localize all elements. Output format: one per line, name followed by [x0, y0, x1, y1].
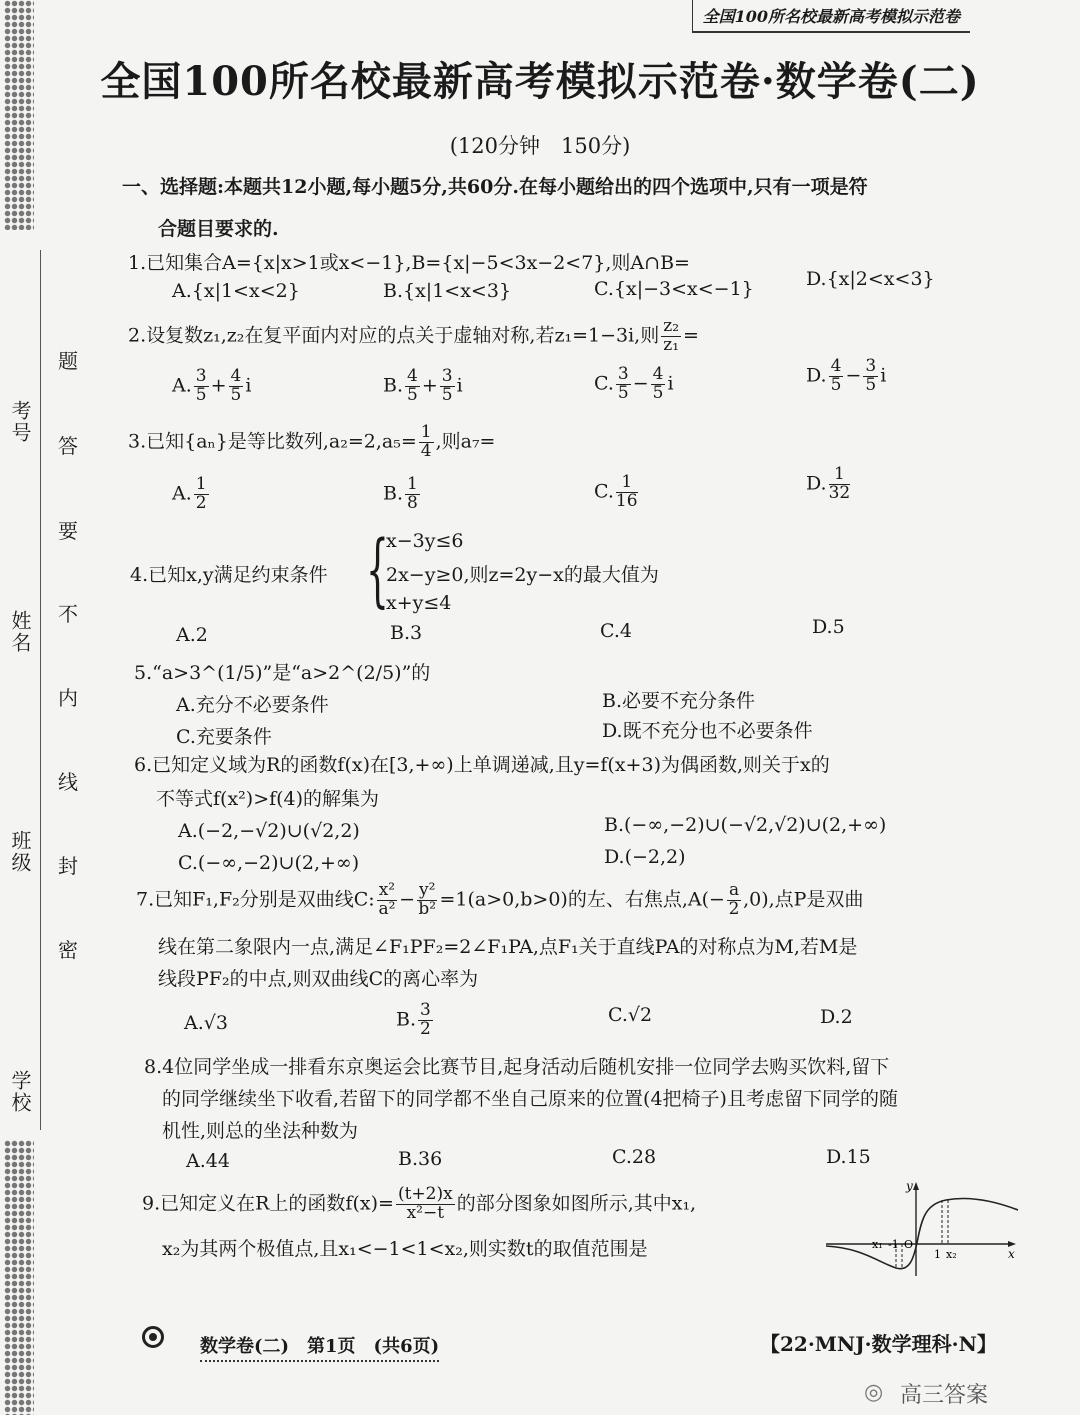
q4-option-b: B.3 — [390, 622, 423, 644]
q4-option-d: D.5 — [812, 616, 845, 638]
punch-holes-bottom — [4, 1140, 34, 1415]
q1-stem: 1.已知集合A={x|x>1或x<−1},B={x|−5<3x−2<7},则A∩B= — [128, 252, 690, 274]
fraction: $\frac{\text{x²}}{\text{a²}}$ — [378, 880, 396, 919]
q2-option-c: C. $\frac{3}{5}$ − $\frac{4}{5}$ i — [594, 364, 674, 403]
q8-option-d: D.15 — [826, 1146, 871, 1168]
q1-option-c: C.{x|−3<x<−1} — [594, 278, 754, 300]
q4-option-a: A.2 — [176, 624, 208, 646]
q6-option-c: C.(−∞,−2)∪(2,+∞) — [178, 852, 360, 874]
origin-label: O — [904, 1238, 914, 1251]
q1-option-d: D.{x|2<x<3} — [806, 268, 935, 290]
q2-option-d: D. $\frac{4}{5}$ − $\frac{3}{5}$ i — [806, 356, 887, 395]
q7-stem-line3: 线段PF₂的中点,则双曲线C的离心率为 — [158, 968, 479, 990]
q4-stem: 4.已知x,y满足约束条件 — [130, 564, 328, 586]
q2-stem: 2.设复数z₁,z₂在复平面内对应的点关于虚轴对称,若z₁=1−3i,则 $\frac{\text{z₂}}{\text{z₁}}$ = — [128, 316, 699, 355]
q7-option-c: C.√2 — [608, 1004, 653, 1026]
fraction: $\frac{4}{5}$ — [230, 366, 242, 405]
field-exam-number: 考号 — [8, 400, 32, 444]
fraction: $\frac{1}{32}$ — [828, 464, 851, 503]
fraction: $\frac{3}{5}$ — [441, 366, 453, 405]
q7-stem-line2: 线在第二象限内一点,满足∠F₁PF₂=2∠F₁PA,点F₁关于直线PA的对称点为M,若M是 — [158, 936, 858, 958]
fraction: $\frac{\text{y²}}{\text{b²}}$ — [418, 880, 437, 919]
q6-option-a: A.(−2,−√2)∪(√2,2) — [178, 820, 360, 842]
seal-char: 答 — [58, 434, 78, 458]
q9-function-graph — [822, 1178, 1022, 1278]
q2-option-b: B. $\frac{4}{5}$ + $\frac{3}{5}$ i — [383, 366, 463, 405]
fraction: $\frac{3}{2}$ — [420, 1000, 431, 1039]
q7-option-d: D.2 — [820, 1006, 853, 1028]
q2-option-a: A. $\frac{3}{5}$ + $\frac{4}{5}$ i — [172, 366, 252, 405]
seal-char: 线 — [58, 770, 78, 794]
fraction: $\frac{4}{5}$ — [407, 366, 418, 405]
brace-symbol: { — [366, 523, 389, 616]
q4-constraint-1: x−3y≤6 — [386, 530, 464, 552]
footer-circle-icon — [142, 1326, 164, 1348]
footer-code: 【22·MNJ·数学理科·N】 — [760, 1332, 997, 1356]
binding-line — [40, 250, 41, 1130]
fraction: $\frac{4}{5}$ — [830, 356, 842, 395]
q5-option-a: A.充分不必要条件 — [176, 694, 329, 716]
q1-option-b: B.{x|1<x<3} — [383, 280, 512, 302]
fraction: $\frac{3}{5}$ — [195, 366, 207, 405]
q6-option-b: B.(−∞,−2)∪(−√2,√2)∪(2,+∞) — [604, 814, 887, 836]
q7-stem-line1: 7.已知F₁,F₂分别是双曲线C: $\frac{\text{x²}}{\text{a²}}$ − $\frac{\text{y²}}{\text{b²}}$ =1(a>0,b>0)的左、右焦点,A(− $\frac{a}{2}$ ,0),点P是双曲 — [136, 880, 864, 919]
fraction: $\frac{1}{4}$ — [420, 422, 432, 461]
fraction: $\frac{1}{16}$ — [615, 472, 638, 511]
q5-option-b: B.必要不充分条件 — [602, 690, 756, 712]
q3-option-b: B. $\frac{1}{8}$ — [383, 474, 418, 513]
x2-label: x₂ — [946, 1248, 957, 1261]
fraction: $\frac{3}{5}$ — [865, 356, 877, 395]
q8-option-c: C.28 — [612, 1146, 657, 1168]
q8-option-b: B.36 — [398, 1148, 443, 1170]
seal-char: 封 — [58, 854, 78, 878]
q7-option-a: A.√3 — [184, 1012, 228, 1034]
seal-char: 要 — [58, 519, 78, 543]
q4-constraint-3: x+y≤4 — [386, 592, 452, 614]
q6-stem-line1: 6.已知定义域为R的函数f(x)在[3,+∞)上单调递减,且y=f(x+3)为偶函数,则关于x的 — [134, 754, 830, 776]
fraction: $\frac{1}{2}$ — [195, 474, 207, 513]
field-school: 学校 — [8, 1070, 32, 1114]
fraction: $\frac{1}{8}$ — [407, 474, 418, 513]
fraction: $\frac{a}{2}$ — [728, 880, 740, 919]
q5-option-d: D.既不充分也不必要条件 — [602, 720, 813, 742]
q8-stem-line3: 机性,则总的坐法种数为 — [162, 1120, 359, 1142]
one-label: 1 — [934, 1248, 941, 1261]
q4-option-c: C.4 — [600, 620, 632, 642]
exam-duration-score: (120分钟 150分) — [449, 134, 631, 158]
field-class: 班级 — [8, 830, 32, 874]
q3-option-a: A. $\frac{1}{2}$ — [172, 474, 207, 513]
fraction: $\frac{(t+2)x}{\text{x²−t}}$ — [397, 1184, 453, 1223]
fraction: $\frac{3}{5}$ — [617, 364, 629, 403]
q9-stem-line2: x₂为其两个极值点,且x₁<−1<1<x₂,则实数t的取值范围是 — [162, 1238, 648, 1260]
neg1-label: -1 — [888, 1238, 899, 1251]
q7-option-b: B. $\frac{3}{2}$ — [396, 1000, 431, 1039]
x1-label: x₁ — [872, 1238, 883, 1251]
q8-stem-line2: 的同学继续坐下收看,若留下的同学都不坐自己原来的位置(4把椅子)且考虑留下同学的随 — [162, 1088, 898, 1110]
binding-margin — [0, 0, 120, 1415]
wechat-icon: ◎ — [864, 1380, 884, 1405]
page-title: 全国100所名校最新高考模拟示范卷·数学卷(二) — [100, 58, 980, 105]
y-label: y — [906, 1179, 913, 1193]
fraction: $\frac{4}{5}$ — [652, 364, 664, 403]
q9-stem-line1: 9.已知定义在R上的函数f(x)= $\frac{(t+2)x}{\text{x²−t}}$ 的部分图象如图所示,其中x₁, — [142, 1184, 697, 1223]
q3-stem: 3.已知{aₙ}是等比数列,a₂=2,a₅= $\frac{1}{4}$ ,则a₇= — [128, 422, 496, 461]
q8-option-a: A.44 — [186, 1150, 230, 1172]
seal-char: 密 — [58, 938, 78, 962]
q5-option-c: C.充要条件 — [176, 726, 272, 748]
field-name: 姓名 — [8, 610, 32, 654]
footer-page-info: 数学卷(二) 第1页 (共6页) — [200, 1332, 439, 1362]
q3-option-c: C. $\frac{1}{16}$ — [594, 472, 638, 511]
y-axis-arrow — [913, 1182, 919, 1190]
seal-char: 内 — [58, 686, 78, 710]
q6-stem-line2: 不等式f(x²)>f(4)的解集为 — [156, 788, 380, 810]
q4-constraint-2: 2x−y≥0,则z=2y−x的最大值为 — [386, 564, 659, 586]
running-header: 全国100所名校最新高考模拟示范卷 — [692, 0, 970, 33]
x-label: x — [1008, 1247, 1015, 1261]
section-heading-cont: 合题目要求的. — [158, 218, 279, 240]
q8-stem-line1: 8.4位同学坐成一排看东京奥运会比赛节目,起身活动后随机安排一位同学去购买饮料,留下 — [144, 1056, 890, 1078]
q6-option-d: D.(−2,2) — [604, 846, 686, 868]
q3-option-d: D. $\frac{1}{32}$ — [806, 464, 851, 503]
seal-char: 不 — [58, 602, 78, 626]
fraction: $\frac{\text{z₂}}{\text{z₁}}$ — [663, 316, 680, 355]
watermark: 高三答案 — [900, 1383, 989, 1408]
punch-holes-top — [4, 0, 34, 230]
q1-option-a: A.{x|1<x<2} — [172, 280, 300, 302]
section-heading: 一、选择题:本题共12小题,每小题5分,共60分.在每小题给出的四个选项中,只有一项是符 — [122, 176, 868, 198]
seal-char: 题 — [58, 349, 78, 373]
q5-stem: 5.“a>3^(1/5)”是“a>2^(2/5)”的 — [134, 662, 431, 684]
curve — [826, 1198, 1018, 1268]
